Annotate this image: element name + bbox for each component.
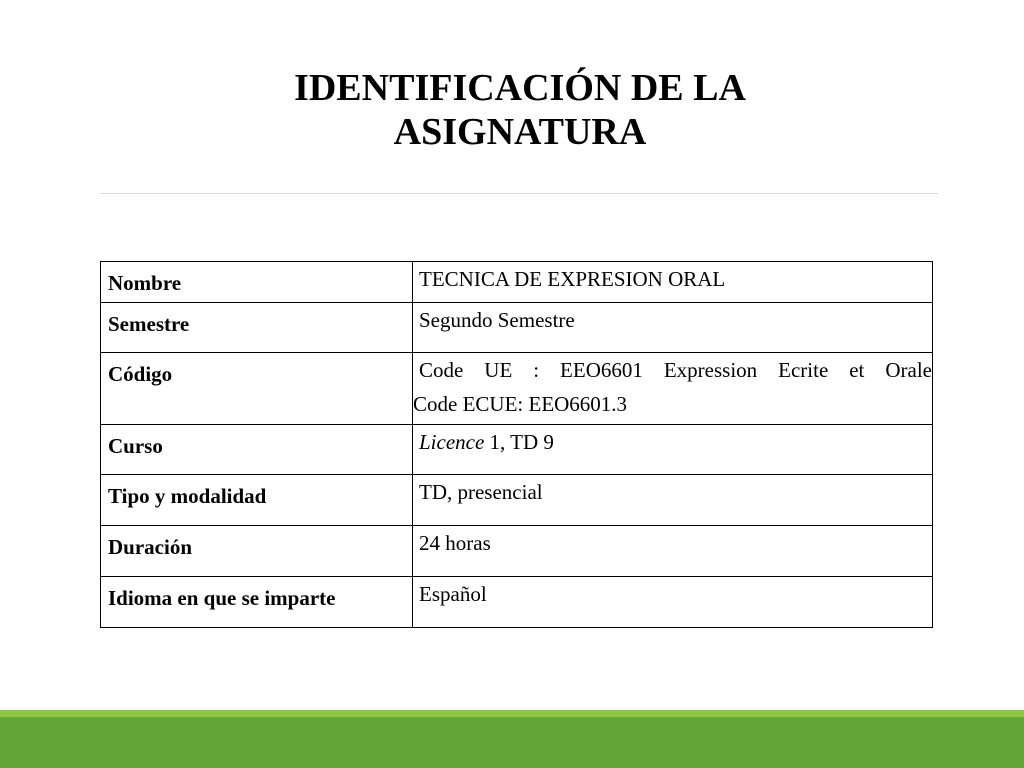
table-row-idioma (101, 577, 933, 628)
row-value (413, 425, 933, 475)
row-value-rest: 1, TD 9 (484, 430, 554, 454)
row-value: TD, presencial (413, 475, 933, 526)
slide-title-line-2: ASIGNATURA (393, 111, 647, 153)
table-row-codigo (101, 353, 933, 425)
table-row-nombre (101, 262, 933, 303)
title-divider (100, 193, 938, 194)
slide-title (0, 66, 1024, 154)
row-value: 24 horas (413, 526, 933, 577)
row-label: Duración (101, 526, 413, 577)
table-row-curso (101, 425, 933, 475)
row-value-line-2: Code ECUE: EEO6601.3 (413, 392, 628, 416)
row-label: Código (101, 353, 413, 425)
row-value (413, 353, 933, 425)
table-row-duracion (101, 526, 933, 577)
row-label: Curso (101, 425, 413, 475)
row-value-italic: Licence (419, 430, 485, 454)
table-row-semestre (101, 303, 933, 353)
row-value-line-1: Code UE : EEO6601 Expression Ecrite et Orale (419, 358, 932, 382)
row-label: Nombre (101, 262, 413, 303)
row-label: Idioma en que se imparte (101, 577, 413, 628)
row-value: TECNICA DE EXPRESION ORAL (413, 262, 933, 303)
subject-info-table (100, 261, 933, 628)
row-value: Español (413, 577, 933, 628)
footer-band-light (0, 710, 1024, 717)
slide-title-line-1: IDENTIFICACIÓN DE LA (294, 67, 746, 109)
table-row-tipo-modalidad (101, 475, 933, 526)
footer-band-dark (0, 717, 1024, 768)
row-label: Tipo y modalidad (101, 475, 413, 526)
row-value: Segundo Semestre (413, 303, 933, 353)
row-label: Semestre (101, 303, 413, 353)
